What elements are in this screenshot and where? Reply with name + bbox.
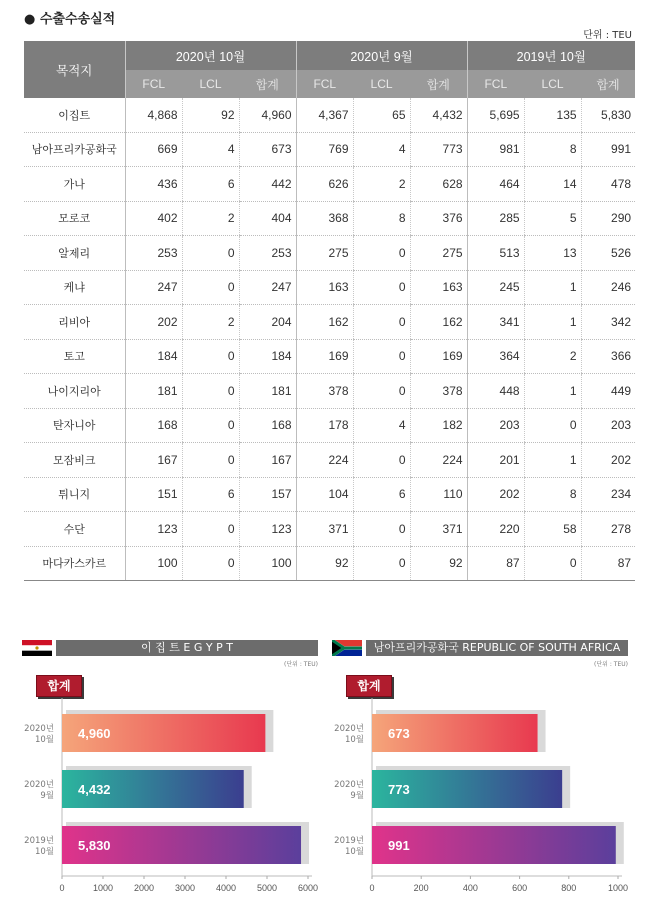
table-row	[24, 305, 635, 340]
value-cell: 0	[182, 546, 239, 581]
sub-header: LCL	[524, 70, 581, 98]
value-cell: 0	[524, 546, 581, 581]
value-cell: 366	[581, 339, 635, 374]
sub-header: FCL	[296, 70, 353, 98]
x-tick-label: 6000	[297, 883, 318, 893]
value-cell: 5,695	[467, 98, 524, 132]
value-cell: 5,830	[581, 98, 635, 132]
value-cell: 201	[467, 443, 524, 478]
table-row	[24, 512, 635, 547]
value-cell: 4,868	[125, 98, 182, 132]
table-row	[24, 546, 635, 581]
destination-cell: 모로코	[24, 201, 125, 236]
category-label: 2020년	[24, 724, 54, 734]
value-cell: 1	[524, 443, 581, 478]
table-row	[24, 236, 635, 271]
value-cell: 135	[524, 98, 581, 132]
category-label: 10월	[34, 735, 54, 745]
category-label: 10월	[344, 735, 364, 745]
x-tick-label: 1000	[607, 883, 628, 893]
value-cell: 402	[125, 201, 182, 236]
value-cell: 6	[182, 477, 239, 512]
category-label: 2020년	[334, 724, 364, 734]
chart-title: 남아프리카공화국 REPUBLIC OF SOUTH AFRICA	[366, 640, 628, 656]
value-cell: 0	[353, 546, 410, 581]
value-cell: 184	[239, 339, 296, 374]
table-row	[24, 374, 635, 409]
table-row	[24, 270, 635, 305]
value-cell: 181	[125, 374, 182, 409]
value-cell: 100	[239, 546, 296, 581]
unit-label: 단위 : TEU	[583, 30, 632, 41]
value-cell: 378	[410, 374, 467, 409]
value-cell: 0	[182, 236, 239, 271]
value-cell: 478	[581, 167, 635, 202]
table-row	[24, 477, 635, 512]
value-cell: 6	[353, 477, 410, 512]
value-cell: 0	[182, 443, 239, 478]
value-cell: 224	[296, 443, 353, 478]
value-cell: 151	[125, 477, 182, 512]
value-cell: 0	[353, 270, 410, 305]
value-cell: 436	[125, 167, 182, 202]
sub-header: FCL	[125, 70, 182, 98]
x-tick-label: 2000	[133, 883, 155, 893]
value-cell: 0	[353, 512, 410, 547]
value-cell: 442	[239, 167, 296, 202]
destination-cell: 마다카스카르	[24, 546, 125, 581]
value-cell: 773	[410, 132, 467, 167]
value-cell: 182	[410, 408, 467, 443]
table-row	[24, 167, 635, 202]
value-cell: 0	[182, 374, 239, 409]
value-cell: 1	[524, 270, 581, 305]
destination-cell: 수단	[24, 512, 125, 547]
value-cell: 104	[296, 477, 353, 512]
value-cell: 246	[581, 270, 635, 305]
section-title: ● 수출수송실적	[24, 12, 116, 27]
south-africa-bar-chart	[332, 640, 628, 900]
value-cell: 464	[467, 167, 524, 202]
value-cell: 0	[353, 374, 410, 409]
value-cell: 4,432	[410, 98, 467, 132]
sub-header: 합계	[410, 70, 467, 98]
x-tick-label: 0	[59, 883, 65, 893]
value-cell: 275	[296, 236, 353, 271]
value-cell: 58	[524, 512, 581, 547]
value-cell: 123	[239, 512, 296, 547]
value-cell: 2	[182, 305, 239, 340]
value-cell: 449	[581, 374, 635, 409]
destination-cell: 가나	[24, 167, 125, 202]
value-cell: 5	[524, 201, 581, 236]
value-cell: 0	[353, 305, 410, 340]
chart-unit: (단위 : TEU)	[594, 661, 628, 668]
value-cell: 224	[410, 443, 467, 478]
value-cell: 169	[296, 339, 353, 374]
value-cell: 769	[296, 132, 353, 167]
destination-cell: 리비아	[24, 305, 125, 340]
value-cell: 234	[581, 477, 635, 512]
value-cell: 626	[296, 167, 353, 202]
value-cell: 168	[239, 408, 296, 443]
value-cell: 0	[182, 339, 239, 374]
value-cell: 163	[296, 270, 353, 305]
x-tick-label: 600	[512, 883, 528, 893]
value-cell: 1	[524, 374, 581, 409]
value-cell: 364	[467, 339, 524, 374]
destination-cell: 튀니지	[24, 477, 125, 512]
value-cell: 14	[524, 167, 581, 202]
value-cell: 203	[581, 408, 635, 443]
category-label: 9월	[350, 791, 364, 801]
value-cell: 4,960	[239, 98, 296, 132]
total-tag: 합계	[36, 675, 82, 697]
value-cell: 65	[353, 98, 410, 132]
sub-header: 합계	[581, 70, 635, 98]
value-cell: 669	[125, 132, 182, 167]
value-cell: 371	[410, 512, 467, 547]
value-cell: 628	[410, 167, 467, 202]
egypt-bar-chart	[22, 640, 318, 900]
bar-value-label: 4,960	[78, 726, 111, 741]
value-cell: 110	[410, 477, 467, 512]
dest-header: 목적지	[24, 41, 125, 98]
value-cell: 673	[239, 132, 296, 167]
value-cell: 278	[581, 512, 635, 547]
value-cell: 178	[296, 408, 353, 443]
bar-value-label: 673	[388, 726, 410, 741]
value-cell: 4	[182, 132, 239, 167]
value-cell: 87	[467, 546, 524, 581]
category-label: 10월	[344, 847, 364, 857]
value-cell: 0	[182, 408, 239, 443]
value-cell: 526	[581, 236, 635, 271]
destination-cell: 이집트	[24, 98, 125, 132]
value-cell: 404	[239, 201, 296, 236]
x-tick-label: 200	[413, 883, 429, 893]
destination-cell: 토고	[24, 339, 125, 374]
table-row	[24, 201, 635, 236]
value-cell: 2	[353, 167, 410, 202]
table-row	[24, 408, 635, 443]
value-cell: 285	[467, 201, 524, 236]
value-cell: 13	[524, 236, 581, 271]
x-tick-label: 800	[561, 883, 577, 893]
sub-header: 합계	[239, 70, 296, 98]
value-cell: 2	[182, 201, 239, 236]
destination-cell: 알제리	[24, 236, 125, 271]
x-tick-label: 1000	[92, 883, 114, 893]
value-cell: 123	[125, 512, 182, 547]
table-row	[24, 132, 635, 167]
chart-unit: (단위 : TEU)	[284, 661, 318, 668]
egypt-chart-panel	[22, 640, 318, 900]
value-cell: 92	[410, 546, 467, 581]
value-cell: 247	[125, 270, 182, 305]
value-cell: 202	[125, 305, 182, 340]
value-cell: 378	[296, 374, 353, 409]
value-cell: 371	[296, 512, 353, 547]
value-cell: 184	[125, 339, 182, 374]
value-cell: 2	[524, 339, 581, 374]
value-cell: 0	[353, 236, 410, 271]
value-cell: 981	[467, 132, 524, 167]
category-label: 2020년	[24, 780, 54, 790]
value-cell: 4	[353, 132, 410, 167]
value-cell: 167	[125, 443, 182, 478]
south-africa-chart-panel	[332, 640, 628, 900]
value-cell: 253	[125, 236, 182, 271]
value-cell: 181	[239, 374, 296, 409]
table-row	[24, 443, 635, 478]
value-cell: 0	[182, 270, 239, 305]
destination-cell: 모잠비크	[24, 443, 125, 478]
value-cell: 247	[239, 270, 296, 305]
x-tick-label: 400	[462, 883, 478, 893]
value-cell: 341	[467, 305, 524, 340]
value-cell: 162	[296, 305, 353, 340]
x-tick-label: 4000	[215, 883, 237, 893]
value-cell: 87	[581, 546, 635, 581]
value-cell: 168	[125, 408, 182, 443]
value-cell: 0	[353, 443, 410, 478]
value-cell: 290	[581, 201, 635, 236]
value-cell: 167	[239, 443, 296, 478]
value-cell: 0	[524, 408, 581, 443]
value-cell: 275	[410, 236, 467, 271]
value-cell: 8	[353, 201, 410, 236]
value-cell: 92	[182, 98, 239, 132]
period-header: 2019년 10월	[467, 41, 635, 70]
value-cell: 162	[410, 305, 467, 340]
value-cell: 448	[467, 374, 524, 409]
value-cell: 991	[581, 132, 635, 167]
value-cell: 8	[524, 132, 581, 167]
category-label: 9월	[40, 791, 54, 801]
category-label: 10월	[34, 847, 54, 857]
value-cell: 8	[524, 477, 581, 512]
value-cell: 342	[581, 305, 635, 340]
bar-value-label: 773	[388, 782, 410, 797]
period-header: 2020년 10월	[125, 41, 296, 70]
value-cell: 6	[182, 167, 239, 202]
bar-value-label: 5,830	[78, 838, 111, 853]
destination-cell: 남아프리카공화국	[24, 132, 125, 167]
sub-header: LCL	[182, 70, 239, 98]
value-cell: 4	[353, 408, 410, 443]
destination-cell: 나이지리아	[24, 374, 125, 409]
bar-value-label: 991	[388, 838, 410, 853]
value-cell: 368	[296, 201, 353, 236]
x-tick-label: 3000	[174, 883, 196, 893]
value-cell: 92	[296, 546, 353, 581]
value-cell: 1	[524, 305, 581, 340]
sub-header: LCL	[353, 70, 410, 98]
sub-header: FCL	[467, 70, 524, 98]
destination-cell: 케냐	[24, 270, 125, 305]
table-row	[24, 339, 635, 374]
value-cell: 100	[125, 546, 182, 581]
value-cell: 203	[467, 408, 524, 443]
destination-cell: 탄자니아	[24, 408, 125, 443]
period-header: 2020년 9월	[296, 41, 467, 70]
value-cell: 202	[581, 443, 635, 478]
value-cell: 513	[467, 236, 524, 271]
total-tag: 합계	[346, 675, 392, 697]
category-label: 2020년	[334, 780, 364, 790]
chart-title: 이 집 트 E G Y P T	[56, 640, 318, 656]
x-tick-label: 5000	[256, 883, 278, 893]
value-cell: 163	[410, 270, 467, 305]
value-cell: 0	[353, 339, 410, 374]
bar-value-label: 4,432	[78, 782, 111, 797]
value-cell: 0	[182, 512, 239, 547]
value-cell: 220	[467, 512, 524, 547]
value-cell: 376	[410, 201, 467, 236]
value-cell: 204	[239, 305, 296, 340]
value-cell: 253	[239, 236, 296, 271]
table-row	[24, 98, 635, 132]
export-table	[24, 41, 635, 581]
x-tick-label: 0	[369, 883, 375, 893]
category-label: 2019년	[24, 836, 54, 846]
category-label: 2019년	[334, 836, 364, 846]
value-cell: 169	[410, 339, 467, 374]
value-cell: 4,367	[296, 98, 353, 132]
value-cell: 202	[467, 477, 524, 512]
value-cell: 157	[239, 477, 296, 512]
value-cell: 245	[467, 270, 524, 305]
